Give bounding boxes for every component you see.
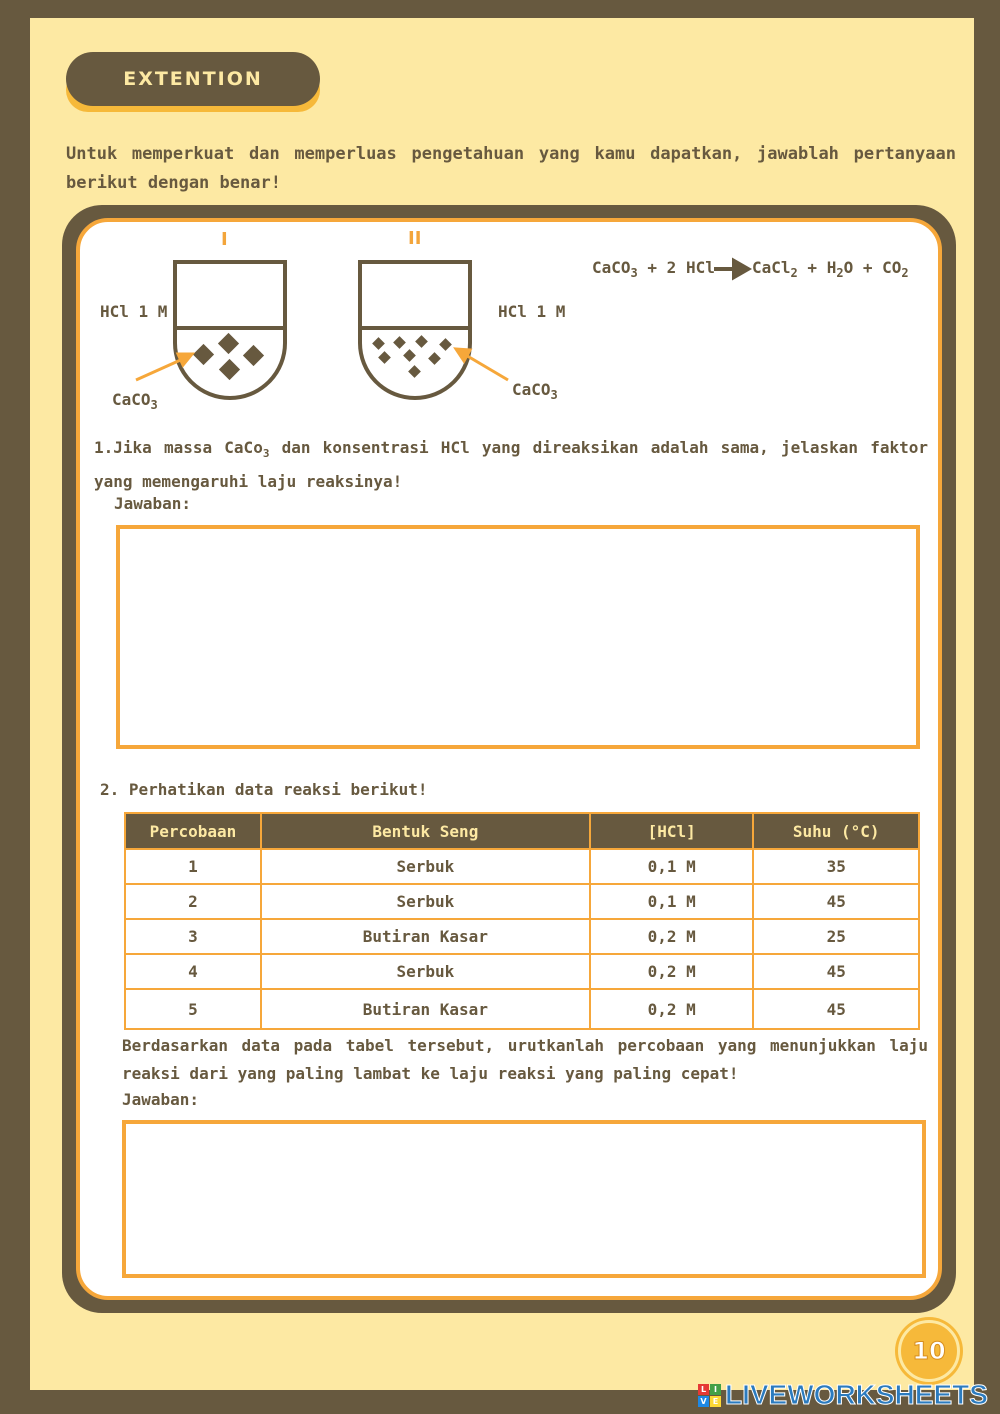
cell-bentuk: Butiran Kasar: [261, 919, 590, 954]
table-row: [125, 989, 919, 1029]
cell-percobaan: 4: [125, 954, 261, 989]
cell-percobaan: 1: [125, 849, 261, 884]
beaker-II: [360, 262, 470, 398]
cell-bentuk: Butiran Kasar: [261, 989, 590, 1029]
cell-bentuk: Serbuk: [261, 884, 590, 919]
beaker-II-particles: [372, 335, 452, 378]
label-beaker-I: I: [221, 229, 228, 250]
question-1: 1.Jika massa CaCo$_3$ dan konsentrasi HCl yang direaksikan adalah sama, jelaskan faktor yang memengaruhi laju reaksinya!: [94, 438, 928, 492]
answer-box-2[interactable]: [122, 1120, 926, 1278]
cell-hcl: 0,2 M: [590, 919, 754, 954]
section-title: EXTENTION: [66, 52, 320, 106]
cell-hcl: 0,2 M: [590, 989, 754, 1029]
cell-suhu: 45: [753, 989, 919, 1029]
answer-label-2: Jawaban:: [122, 1090, 200, 1109]
cell-suhu: 45: [753, 884, 919, 919]
cell-hcl: 0,1 M: [590, 884, 754, 919]
cell-suhu: 45: [753, 954, 919, 989]
cell-bentuk: Serbuk: [261, 954, 590, 989]
cell-suhu: 35: [753, 849, 919, 884]
label-beaker-II: II: [408, 228, 422, 249]
caco3-label-left: CaCO$_3$: [112, 390, 158, 413]
cell-suhu: 25: [753, 919, 919, 954]
equation-reactants: CaCO$_3$ + 2 HCl: [592, 258, 715, 281]
header-hcl: [HCl]: [590, 813, 754, 849]
question-2-prompt: Berdasarkan data pada tabel tersebut, urutkanlah percobaan yang menunjukkan laju reaksi dari yang paling lambat ke laju reaksi yang paling cepat!: [122, 1036, 928, 1083]
page-number-badge: 10: [898, 1320, 960, 1382]
cell-percobaan: 5: [125, 989, 261, 1029]
table-row: [125, 954, 919, 989]
question-2: 2. Perhatikan data reaksi berikut!: [100, 780, 428, 799]
answer-box-1[interactable]: [116, 525, 920, 749]
liveworksheets-text: LIVEWORKSHEETS: [725, 1379, 988, 1410]
header-bentuk-seng: Bentuk Seng: [261, 813, 590, 849]
answer-label-1: Jawaban:: [114, 494, 192, 513]
liveworksheets-logo-icon: L I V E: [698, 1384, 721, 1407]
hcl-label-right: HCl 1 M: [498, 302, 566, 321]
cell-percobaan: 3: [125, 919, 261, 954]
table-row: [125, 884, 919, 919]
intro-text: Untuk memperkuat dan memperluas pengetahuan yang kamu dapatkan, jawablah pertanyaan berikut dengan benar!: [66, 144, 956, 193]
table-row: [125, 849, 919, 884]
table-row: [125, 919, 919, 954]
cell-hcl: 0,2 M: [590, 954, 754, 989]
hcl-label-left: HCl 1 M: [100, 302, 168, 321]
header-suhu: Suhu (°C): [753, 813, 919, 849]
reaction-arrow: [714, 261, 748, 277]
reaction-data-table: [124, 812, 920, 1030]
caco3-label-right: CaCO$_3$: [512, 380, 558, 403]
cell-hcl: 0,1 M: [590, 849, 754, 884]
beakers-diagram: [0, 0, 1000, 430]
beaker-I-particles: [193, 333, 264, 380]
header-percobaan: Percobaan: [125, 813, 261, 849]
liveworksheets-watermark: [698, 1378, 988, 1412]
cell-bentuk: Serbuk: [261, 849, 590, 884]
table-header-row: [125, 813, 919, 849]
cell-percobaan: 2: [125, 884, 261, 919]
equation-products: CaCl$_2$ + $H_2O + CO_2$: [752, 258, 909, 281]
